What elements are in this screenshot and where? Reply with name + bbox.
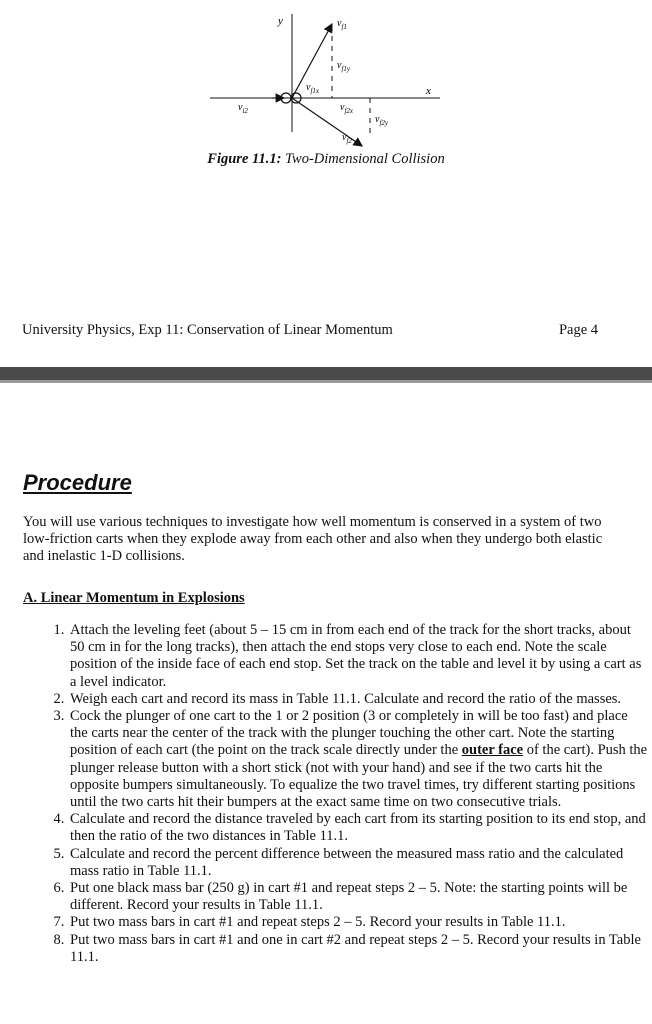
step-5: 5. Calculate and record the percent difference between the measured mass ratio and the calculated mass ratio in Table 11.1. <box>68 846 648 880</box>
step-3-text-after: of the cart). Push the plunger release button with a short stick (not with your hand) and see if the two carts hit the opposite bumpers simultaneously. To equalize the two travel times, try different starting positions until the two carts hit their bumpers at the exact same time on two consecutive trials. <box>70 742 648 811</box>
page-number: Page 4 <box>558 322 598 338</box>
svg-text:vf2y <box>375 114 389 127</box>
v-symbol: v <box>340 102 345 113</box>
svg-text:vf1x <box>306 82 320 95</box>
v-symbol: v <box>375 114 380 125</box>
svg-text:vf1 <box>337 18 347 31</box>
svg-text:vf1y <box>337 60 351 73</box>
step-2: 2. Weigh each cart and record its mass in Table 11.1. Calculate and record the ratio of the masses. <box>68 691 648 708</box>
step-3-text-before: Cock the plunger of one cart to the 1 or 2 position (3 or completely in will be too fast) and place the carts near the center of the track with the plunger touching the other cart. Note the starting position of each cart (the point on the track scale directly under the <box>70 708 628 759</box>
step-4: 4. Calculate and record the distance traveled by each cart from its starting position to its end stop, and then the ratio of the two distances in Table 11.1. <box>68 811 648 845</box>
svg-text:vf2 <box>342 132 352 145</box>
v-f2y-subscript: f2y <box>379 119 389 127</box>
x-axis-label: x <box>426 85 431 97</box>
v-symbol: v <box>306 82 311 93</box>
footer-title: University Physics, Exp 11: Conservation of Linear Momentum <box>22 322 393 338</box>
svg-text:vi2 <box>238 102 248 115</box>
v-f2x-subscript: f2x <box>344 107 354 115</box>
page-divider-shadow <box>0 380 652 383</box>
step-8: 8. Put two mass bars in cart #1 and one in cart #2 and repeat steps 2 – 5. Record your results in Table 11.1. <box>68 932 648 966</box>
step-1: 1. Attach the leveling feet (about 5 – 15 cm in from each end of the track for the short tracks, about 50 cm in for the long tracks), then attach the end stops very close to each end. Note the scale position of the inside face of each end stop. Set the track on the table and level it by using a cart as a level indicator. <box>68 622 648 691</box>
v-symbol: v <box>337 60 342 71</box>
v-f1y-subscript: f1y <box>341 65 351 73</box>
v-symbol: v <box>238 102 243 113</box>
y-axis-label: y <box>278 15 283 27</box>
v-f1-subscript: f1 <box>341 23 347 31</box>
figure-caption <box>0 151 652 168</box>
collision-diagram <box>200 10 460 150</box>
procedure-intro: You will use various techniques to investigate how well momentum is conserved in a system of two low-friction carts when they explode away from each other and also when they undergo both elastic and inelastic 1-D collisions. <box>23 514 603 564</box>
svg-text:vf2x <box>340 102 354 115</box>
step-6: 6. Put one black mass bar (250 g) in cart #1 and repeat steps 2 – 5. Note: the starting points will be different. Record your results in Table 11.1. <box>68 880 648 914</box>
v-i2-subscript: i2 <box>242 107 248 115</box>
step-3-emphasis: outer face <box>461 742 524 759</box>
figure-caption-text: Two-Dimensional Collision <box>285 151 445 167</box>
page-divider <box>0 367 652 380</box>
collision-figure <box>200 10 460 150</box>
section-a-heading: A. Linear Momentum in Explosions <box>23 590 245 606</box>
v-f1x-subscript: f1x <box>310 87 320 95</box>
procedure-steps <box>23 622 648 966</box>
v-symbol: v <box>342 132 347 143</box>
step-7: 7. Put two mass bars in cart #1 and repeat steps 2 – 5. Record your results in Table 11.1. <box>68 914 648 931</box>
v-symbol: v <box>337 18 342 29</box>
v-f2-subscript: f2 <box>346 137 352 145</box>
procedure-heading: Procedure <box>23 470 132 495</box>
figure-caption-label: Figure 11.1: <box>207 151 282 167</box>
step-3 <box>68 708 648 811</box>
